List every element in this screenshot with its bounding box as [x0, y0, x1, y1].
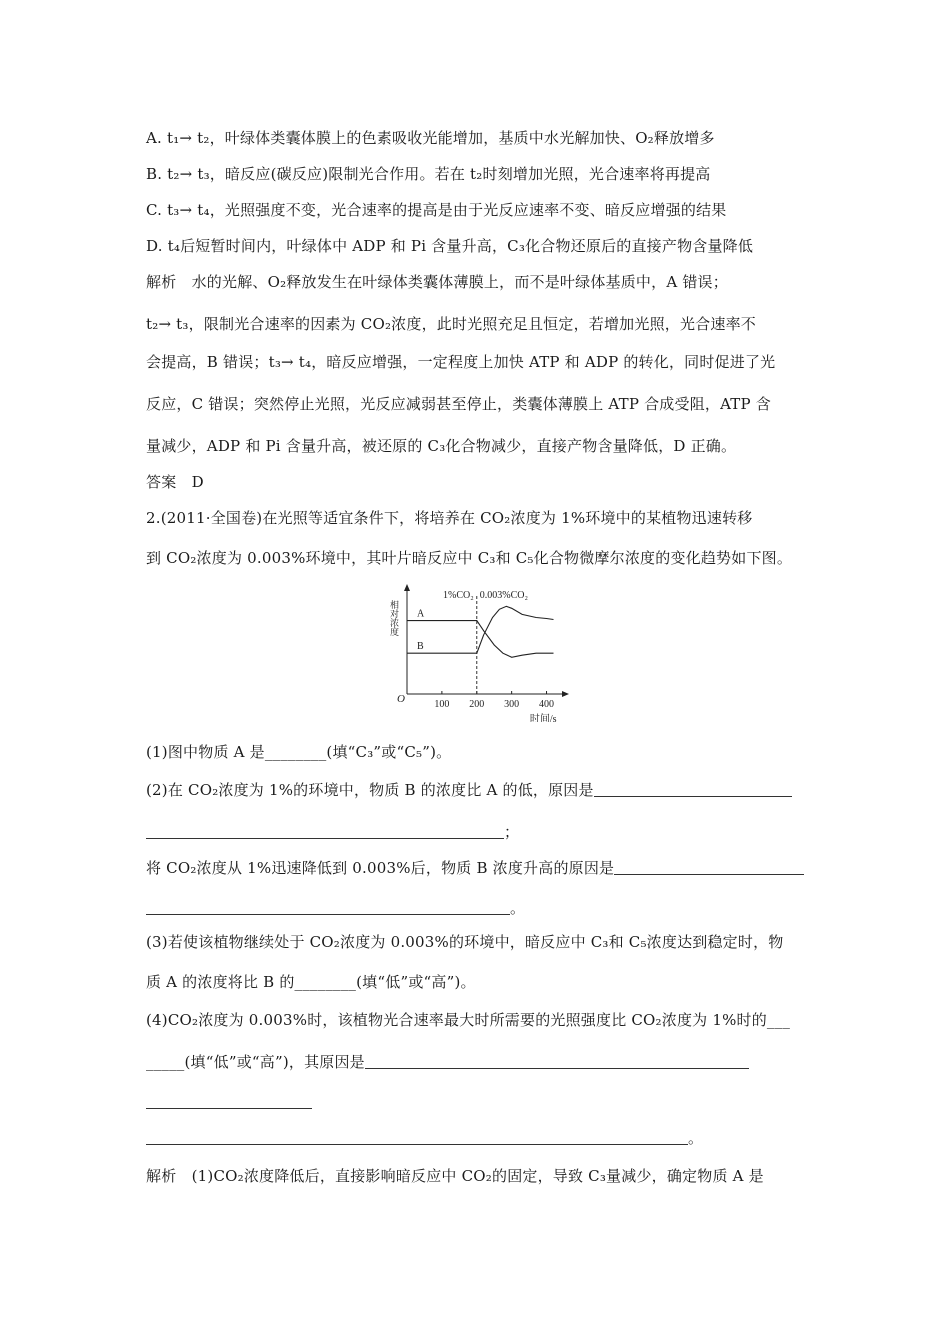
x-tick-label: 400 — [539, 699, 555, 710]
y-axis-label: 相对浓度 — [388, 600, 398, 636]
analysis-1-line-1: 解析 水的光解、O₂释放发生在叶绿体类囊体薄膜上，而不是叶绿体基质中，A 错误； — [146, 273, 728, 291]
q2-part-2-second-prompt: 将 CO₂浓度从 1%迅速降低到 0.003%后，物质 B 浓度升高的原因是 — [146, 859, 615, 877]
option-b: B. t₂→ t₃，暗反应(碳反应)限制光合作用。若在 t₂时刻增加光照，光合速率将再提高 — [146, 165, 711, 183]
q2-part-2-line-1 — [146, 780, 792, 800]
q2-stem-line-2: 到 CO₂浓度为 0.003%环境中，其叶片暗反应中 C₃和 C₅化合物微摩尔浓度的变化趋势如下图。 — [146, 549, 793, 567]
answer-blank[interactable] — [594, 782, 792, 797]
option-a: A. t₁→ t₂，叶绿体类囊体膜上的色素吸收光能增加，基质中水光解加快、O₂释放增多 — [146, 129, 715, 147]
q2-part-4-period: 。 — [688, 1129, 704, 1147]
q2-part-4-line-4 — [146, 1128, 703, 1148]
q2-part-2-prompt: (2)在 CO₂浓度为 1%的环境中，物质 B 的浓度比 A 的低，原因是 — [146, 781, 594, 799]
option-d: D. t₄后短暂时间内，叶绿体中 ADP 和 Pi 含量升高，C₃化合物还原后的直接产物含量降低 — [146, 237, 754, 255]
concentration-chart — [385, 582, 575, 722]
region-label-1: 1%CO₂ — [443, 590, 474, 601]
origin-label: O — [397, 693, 405, 705]
answer-1: 答案 D — [146, 473, 204, 491]
option-c: C. t₃→ t₄，光照强度不变，光合速率的提高是由于光反应速率不变、暗反应增强的结果 — [146, 201, 727, 219]
q2-part-4-line-2 — [146, 1052, 749, 1072]
y-axis-arrow-icon — [404, 584, 410, 591]
q2-part-4-prompt: _____(填“低”或“高”)，其原因是 — [146, 1053, 365, 1071]
x-axis-label: 时间/s — [529, 714, 557, 722]
answer-blank[interactable] — [146, 900, 510, 915]
analysis-1-line-3: 会提高，B 错误；t₃→ t₄，暗反应增强，一定程度上加快 ATP 和 ADP 的转化，同时促进了光 — [146, 353, 776, 371]
analysis-1-line-2: t₂→ t₃，限制光合速率的因素为 CO₂浓度，此时光照充足且恒定，若增加光照，光合速率不 — [146, 315, 756, 333]
answer-blank[interactable] — [365, 1054, 749, 1069]
q2-stem-line-1: 2.(2011·全国卷)在光照等适宜条件下，将培养在 CO₂浓度为 1%环境中的某植物迅速转移 — [146, 509, 753, 527]
answer-blank[interactable] — [146, 824, 504, 839]
x-tick-label: 100 — [434, 699, 450, 710]
series-line-A — [407, 621, 554, 658]
x-tick-label: 200 — [469, 699, 485, 710]
q2-part-3-line-1: (3)若使该植物继续处于 CO₂浓度为 0.003%的环境中，暗反应中 C₃和 C₅浓度达到稳定时，物 — [146, 933, 784, 951]
q2-part-2-line-2 — [146, 822, 519, 842]
series-label-A: A — [417, 608, 425, 620]
q2-part-2-line-3 — [146, 858, 804, 878]
answer-blank[interactable] — [146, 1094, 312, 1109]
q2-part-1: (1)图中物质 A 是________(填“C₃”或“C₅”)。 — [146, 743, 452, 761]
region-label-2: 0.003%CO₂ — [479, 590, 528, 601]
q2-part-4-line-1: (4)CO₂浓度为 0.003%时，该植物光合速率最大时所需要的光照强度比 CO₂浓度为 1%时的___ — [146, 1011, 791, 1029]
q2-part-3-line-2: 质 A 的浓度将比 B 的________(填“低”或“高”)。 — [146, 973, 476, 991]
q2-part-4-line-3 — [146, 1092, 312, 1112]
x-axis-arrow-icon — [562, 691, 569, 697]
series-line-B — [407, 606, 554, 653]
analysis-1-line-4: 反应，C 错误；突然停止光照，光反应减弱甚至停止，类囊体薄膜上 ATP 合成受阻，ATP 含 — [146, 395, 771, 413]
series-label-B: B — [417, 641, 424, 653]
answer-blank[interactable] — [146, 1130, 688, 1145]
analysis-1-line-5: 量减少，ADP 和 Pi 含量升高，被还原的 C₃化合物减少，直接产物含量降低，D 正确。 — [146, 437, 737, 455]
q2-part-2-semicolon: ； — [504, 823, 520, 841]
q2-part-2-period: 。 — [510, 899, 526, 917]
q2-part-2-line-4 — [146, 898, 525, 918]
analysis-2: 解析 (1)CO₂浓度降低后，直接影响暗反应中 CO₂的固定，导致 C₃量减少，确定物质 A 是 — [146, 1167, 764, 1185]
answer-blank[interactable] — [614, 860, 804, 875]
x-tick-label: 300 — [504, 699, 520, 710]
